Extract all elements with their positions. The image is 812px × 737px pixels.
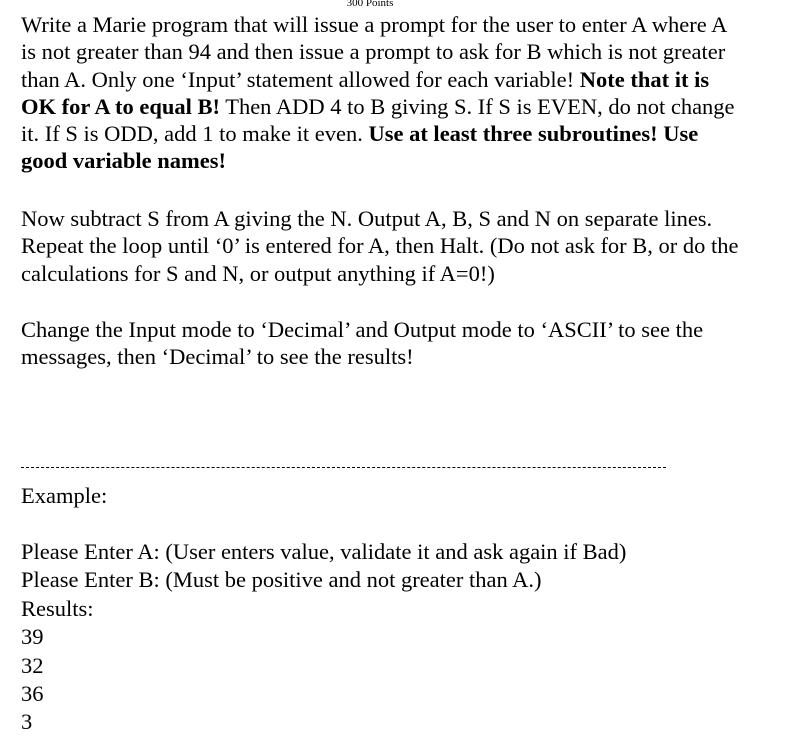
output-value: 36	[21, 681, 44, 707]
instructions-bold-2: Use at least three subroutines! Use good variable names!	[21, 121, 699, 174]
points-label: 300 Points	[346, 0, 394, 9]
output-value: 39	[21, 624, 44, 650]
prompt-b-line: Please Enter B: (Must be positive and not greater than A.)	[21, 567, 542, 593]
loop-paragraph: Now subtract S from A giving the N. Output A, B, S and N on separate lines. Repeat the loop until ‘0’ is entered for A, then Halt. (Do not ask for B, or do the calculations for S and N, or output anything if A=0!)	[21, 206, 739, 286]
instructions-bold-1: Note that it is OK for A to equal B!	[21, 66, 710, 119]
mode-paragraph: Change the Input mode to ‘Decimal’ and Output mode to ‘ASCII’ to see the messages, then ‘Decimal’ to see the results!	[21, 317, 704, 370]
results-label: Results:	[21, 595, 94, 621]
prompt-a-line: Please Enter A: (User enters value, validate it and ask again if Bad)	[21, 539, 627, 564]
dashed-divider	[21, 467, 666, 468]
instructions-text-1: Write a Marie program that will issue a prompt for the user to enter A where A is not greater than 94 and then issue a prompt to ask for B which is not greater than A. Only one ‘Input’ statement allowed for each variable!	[21, 12, 727, 92]
instructions-paragraph	[21, 11, 741, 175]
output-value: 3	[21, 709, 33, 735]
example-lines	[21, 538, 741, 737]
example-heading: Example:	[21, 483, 108, 508]
instructions-text-2: Then ADD 4 to B giving S. If S is EVEN, do not change it. If S is ODD, add 1 to make it even.	[21, 93, 735, 147]
output-value: 32	[21, 652, 44, 678]
